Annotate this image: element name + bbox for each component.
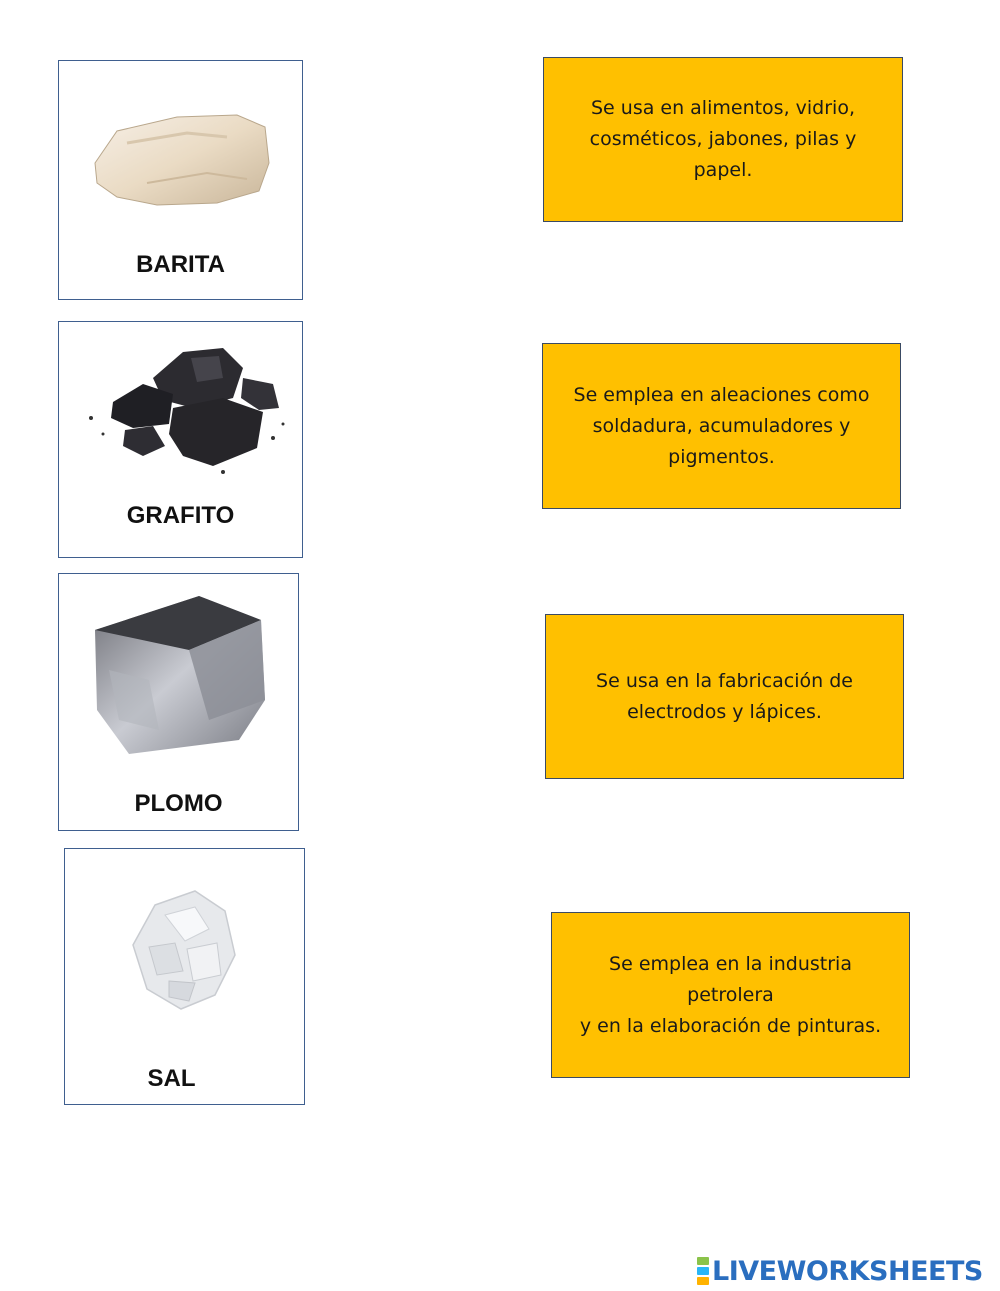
mineral-card-sal[interactable] bbox=[64, 848, 305, 1105]
salt-crystal-icon bbox=[125, 885, 245, 1015]
mineral-card-barita[interactable] bbox=[58, 60, 303, 300]
use-description: Se emplea en aleaciones como soldadura, acumuladores y pigmentos. bbox=[573, 383, 870, 468]
mineral-card-plomo[interactable] bbox=[58, 573, 299, 831]
mineral-name: SAL bbox=[147, 1065, 196, 1092]
use-description: Se usa en alimentos, vidrio, cosméticos, jabones, pilas y papel. bbox=[589, 97, 857, 181]
galena-rock-icon bbox=[89, 590, 269, 760]
use-box-2[interactable] bbox=[542, 343, 901, 509]
liveworksheets-logo bbox=[697, 1253, 983, 1289]
use-description: Se usa en la fabricación de electrodos y lápices. bbox=[596, 669, 853, 723]
barite-rock-icon bbox=[87, 103, 277, 213]
use-box-1[interactable] bbox=[543, 57, 903, 222]
mineral-name: PLOMO bbox=[134, 790, 223, 817]
brand-name: LIVEWORKSHEETS bbox=[712, 1255, 983, 1287]
graphite-rock-icon bbox=[73, 338, 293, 478]
brand-mark-icon bbox=[697, 1256, 709, 1286]
mineral-name: BARITA bbox=[136, 251, 225, 278]
use-box-4[interactable] bbox=[551, 912, 910, 1078]
use-box-3[interactable] bbox=[545, 614, 904, 779]
mineral-card-grafito[interactable] bbox=[58, 321, 303, 558]
use-description: Se emplea en la industria petrolera y en la elaboración de pinturas. bbox=[579, 952, 882, 1037]
mineral-name: GRAFITO bbox=[126, 502, 235, 529]
